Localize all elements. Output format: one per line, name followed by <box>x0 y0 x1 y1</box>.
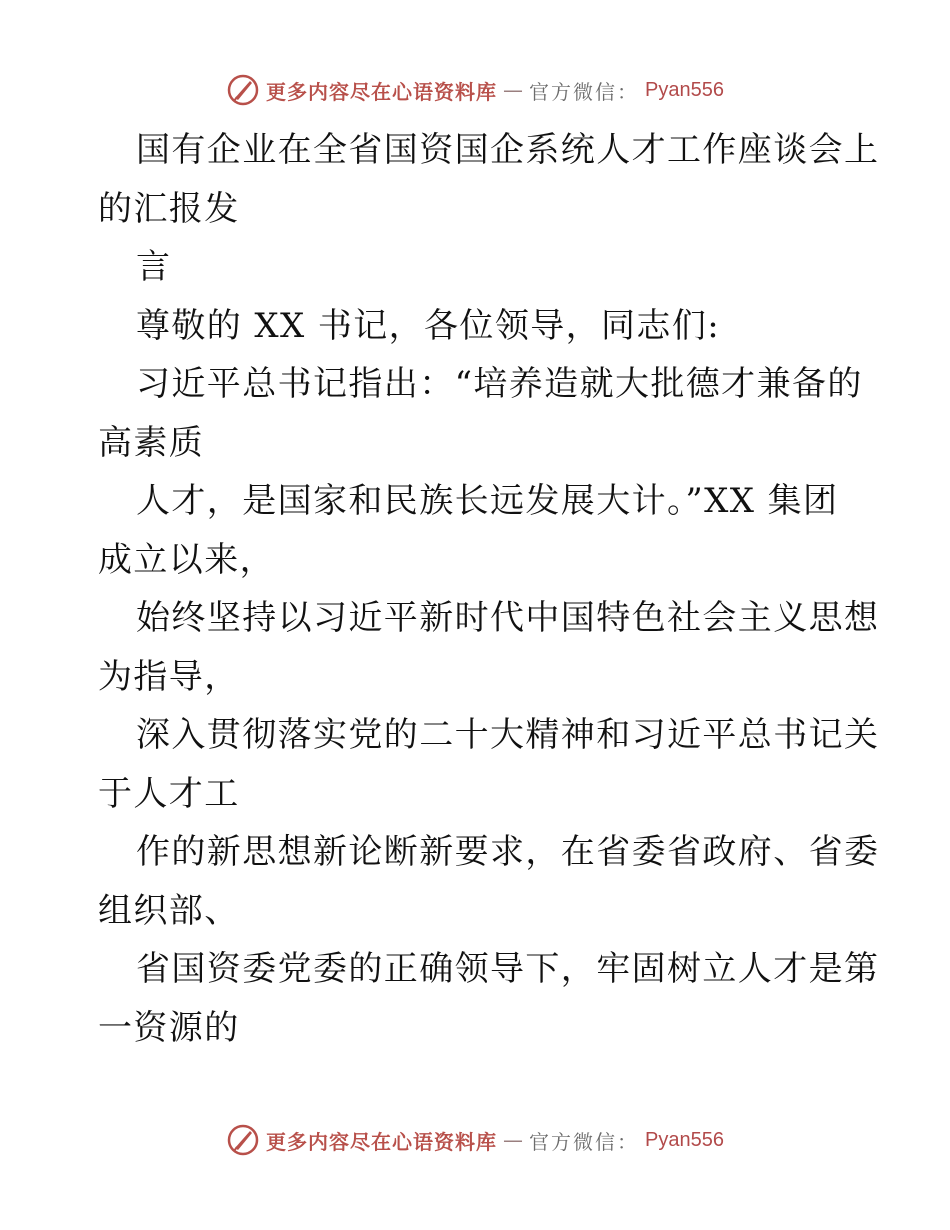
document-line: 成立以来， <box>98 539 275 580</box>
watermark-wechat-label: 官方微信： <box>529 79 640 104</box>
watermark-separator: — <box>503 1128 524 1152</box>
document-line: 尊敬的 XX 书记，各位领导，同志们: <box>136 305 721 346</box>
document-line: 组织部、 <box>98 890 240 931</box>
watermark-brand-text: 更多内容尽在心语资料库 <box>266 79 498 104</box>
document-body <box>98 121 880 1057</box>
document-line: 为指导， <box>98 656 240 697</box>
document-line: 国有企业在全省国资国企系统人才工作座谈会上 <box>136 130 880 170</box>
header-watermark <box>0 70 950 110</box>
quill-pen-seal-icon <box>226 1123 260 1157</box>
document-line: 的汇报发 <box>98 188 240 229</box>
quill-pen-seal-icon <box>226 73 260 107</box>
watermark-wechat-label: 官方微信： <box>529 1129 640 1154</box>
document-line: 人才，是国家和民族长远发展大计。”XX 集团 <box>136 481 839 521</box>
document-line: 习近平总书记指出：“培养造就大批德才兼备的 <box>136 364 863 404</box>
watermark-separator: — <box>503 78 524 102</box>
document-line: 于人才工 <box>98 773 240 814</box>
watermark-wechat-id: Pyan556 <box>645 1128 724 1151</box>
document-line: 省国资委党委的正确领导下，牢固树立人才是第 <box>136 949 880 989</box>
document-line: 始终坚持以习近平新时代中国特色社会主义思想 <box>136 598 880 638</box>
document-line: 深入贯彻落实党的二十大精神和习近平总书记关 <box>136 715 880 755</box>
watermark-brand-text: 更多内容尽在心语资料库 <box>266 1129 498 1154</box>
document-line: 高素质 <box>98 422 205 463</box>
document-line: 作的新思想新论断新要求，在省委省政府、省委 <box>136 832 880 872</box>
document-line: 言 <box>136 247 172 287</box>
footer-watermark <box>0 1120 950 1160</box>
watermark-wechat-id: Pyan556 <box>645 78 724 101</box>
document-line: 一资源的 <box>98 1007 240 1048</box>
